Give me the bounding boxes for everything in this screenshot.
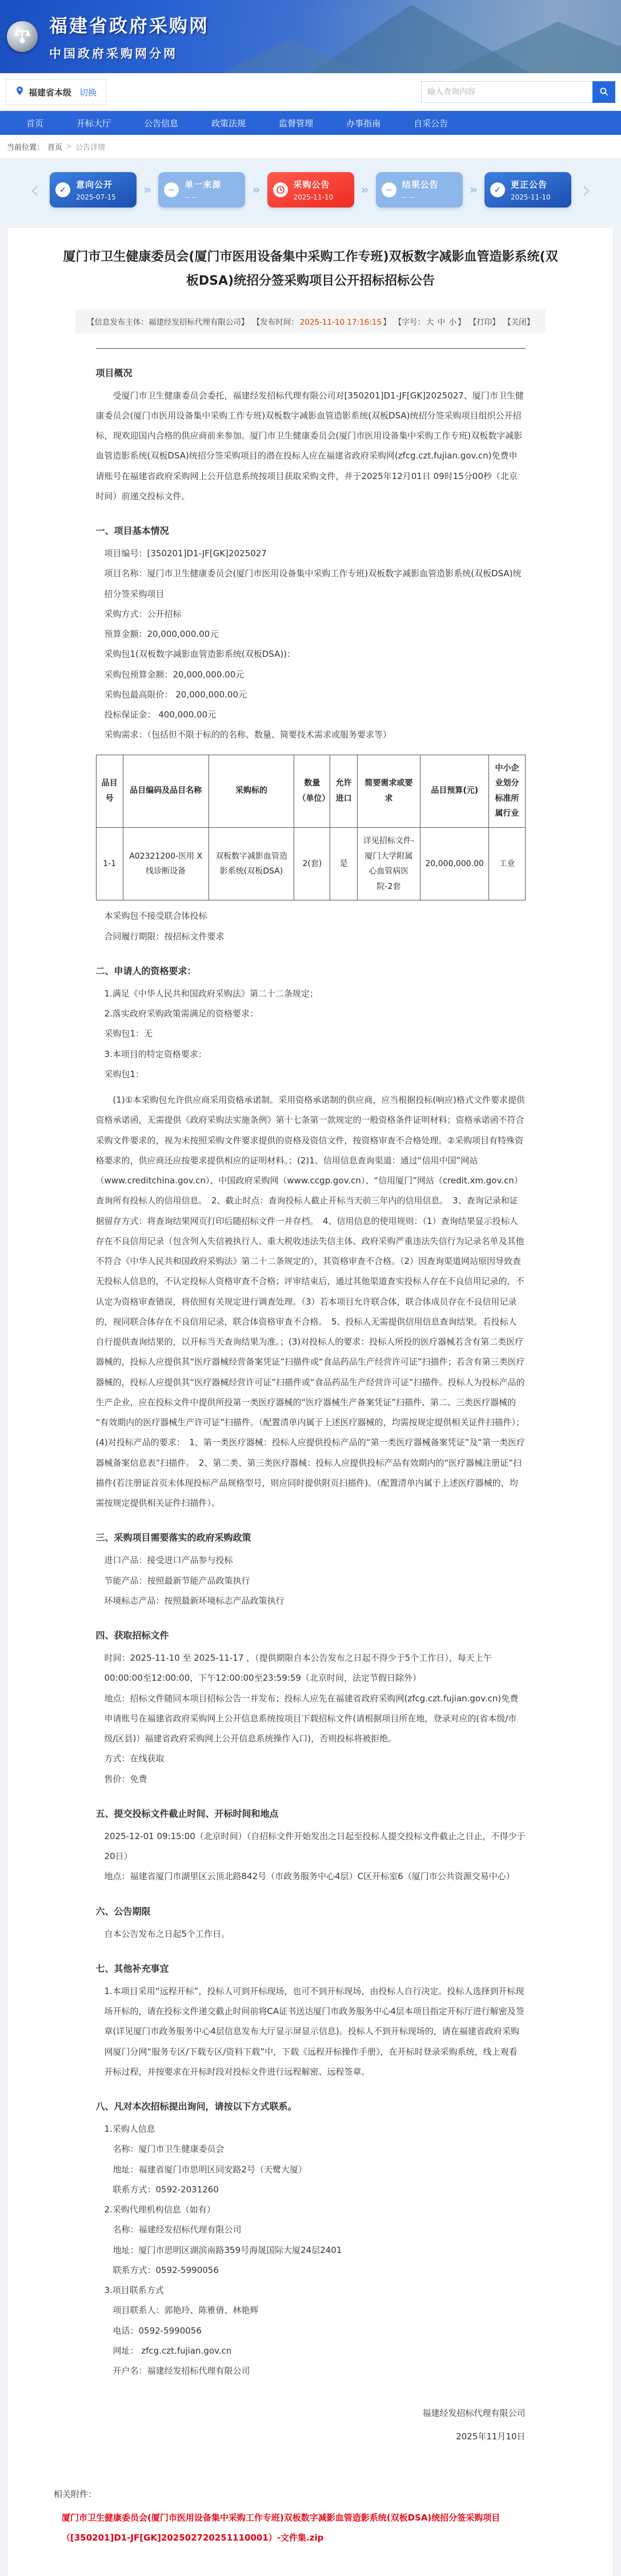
announcement-period: 自本公告发布之日起5个工作日。: [104, 1928, 230, 1939]
agency-name: 名称：福建经发招标代理有限公司: [113, 2224, 242, 2235]
purchaser-info-title: 1.采购人信息: [104, 2124, 155, 2135]
section7-heading: 七、其他补充事宜: [95, 1963, 169, 1974]
document-location: 地点：招标文件随同本项目招标公告一并发布；投标人应先在福建省政府采购网(zfcg.czt.fujian.gov.cn)免费申请账号在福建省政府采购网上公开信息系统按项目下载招标文件(请根据项目所在地，登录对应的(省本级/市级/区县)）福建省政府采购网上公开信息系统操作入口)，否则投标将被拒绝。: [104, 1693, 519, 1744]
procurement-demand: 采购需求：（包括但不限于标的的名称、数量、简要技术需求或服务要求等）: [104, 729, 392, 740]
section2-heading: 二、申请人的资格要求：: [95, 965, 197, 976]
purchaser-address: 地址：福建省厦门市思明区同安路2号（天鹭大厦）: [113, 2164, 307, 2175]
step-date: 2025-07-15: [76, 193, 116, 201]
announcement-card: [8, 228, 613, 2576]
check-icon: ✓: [55, 182, 70, 197]
mountain-decoration: [186, 39, 403, 73]
step-date: -- --: [185, 193, 197, 201]
step-label: 单一来源: [185, 180, 222, 190]
step-correction-announcement[interactable]: [484, 172, 571, 208]
font-size-large-button[interactable]: 大: [426, 317, 434, 327]
breadcrumb-separator-icon: >: [66, 142, 72, 151]
step-arrow-icon: »: [360, 182, 369, 197]
meta-publisher: 【信息发布主体：福建经发招标代理有限公司】: [86, 317, 249, 327]
step-arrow-icon: »: [469, 182, 478, 197]
nav-item-policies[interactable]: 政策法规: [211, 118, 246, 129]
search-button[interactable]: [592, 81, 615, 103]
attachments-section: [54, 2488, 567, 2547]
col-sme-industry: 中小企业划分标准所属行业: [489, 755, 525, 827]
cell-quantity: 2(套): [294, 827, 330, 900]
main-nav: [0, 111, 621, 135]
nav-item-announcements[interactable]: 公告信息: [144, 118, 179, 129]
cell-item-code-name: A02321200-医用 X 线诊断设备: [123, 827, 209, 900]
cell-item-budget: 20,000,000.00: [420, 827, 489, 900]
site-title-block: [49, 11, 209, 62]
contract-period-note: 合同履行期限：按招标文件要求: [104, 931, 225, 942]
divider: [96, 348, 526, 349]
agency-contact: 联系方式：0592-5990056: [113, 2264, 219, 2275]
breadcrumb-current: 公告详情: [75, 143, 105, 152]
search-icon: [599, 86, 609, 98]
bid-deadline: 2025-12-01 09:15:00（北京时间）（自招标文件开始发出之日起至投标人提交投标文件截止之日止，不得少于20日）: [104, 1831, 526, 1862]
scales-icon: [14, 27, 31, 46]
step-date: 2025-11-10: [510, 193, 551, 201]
site-subtitle: 中国政府采购网分网: [49, 47, 178, 61]
qualification-line: 1.满足《中华人民共和国政府采购法》第二十二条规定；: [104, 988, 318, 999]
project-contact-phone: 电话：0592-5990056: [113, 2325, 202, 2336]
print-button[interactable]: 【打印】: [468, 317, 500, 327]
step-single-source[interactable]: [158, 172, 245, 208]
minus-icon: −: [382, 182, 396, 197]
check-icon: ✓: [490, 182, 505, 197]
clock-icon: [273, 182, 288, 197]
step-label: 更正公告: [510, 180, 547, 190]
document-body: [96, 348, 526, 2449]
attachment-file-link[interactable]: 厦门市卫生健康委员会(厦门市医用设备集中采购工作专班)双板数字减影血管造影系统(双板DSA)统招分签采购项目（[350201]D1-JF[GK]202502720251110001）-文件集.zip: [62, 2513, 500, 2543]
budget-amount: 预算金额：20,000,000.00元: [104, 629, 219, 640]
nav-item-supervision[interactable]: 监督管理: [279, 118, 314, 129]
account-name: 开户名：福建经发招标代理有限公司: [113, 2366, 250, 2376]
project-contact-title: 3.项目联系方式: [104, 2285, 164, 2296]
cell-import-allowed: 是: [330, 827, 357, 900]
col-import-allowed: 允许进口: [330, 755, 357, 827]
meta-publish-time: 2025-11-10 17:16:15: [299, 317, 382, 327]
search-box: [421, 81, 615, 103]
table-header-row: [96, 755, 525, 827]
page-title: 厦门市卫生健康委员会(厦门市医用设备集中采购工作专班)双板数字减影血管造影系统(双板DSA)统招分签采购项目公开招标招标公告: [63, 250, 558, 288]
policy-import: 进口产品：接受进口产品参与投标: [104, 1555, 233, 1566]
region-name: 福建省本级: [29, 87, 72, 98]
project-contact-persons: 项目联系人：郭艳玲、陈雅倩、林艳辉: [113, 2305, 259, 2316]
bid-deposit: 投标保证金： 400,000.00元: [104, 709, 217, 720]
site-logo: [7, 21, 38, 52]
col-procurement-subject: 采购标的: [209, 755, 294, 827]
meta-time-close: 】: [383, 317, 391, 327]
section4-heading: 四、获取招标文件: [95, 1630, 169, 1641]
nav-item-guide[interactable]: 办事指南: [346, 118, 381, 129]
breadcrumb-prefix: 当前位置：: [7, 143, 45, 152]
cell-procurement-subject: 双板数字减影血管造影系统(双板DSA): [209, 827, 294, 900]
breadcrumb-home-link[interactable]: 首页: [47, 143, 63, 152]
section3-heading: 三、采购项目需要落实的政府采购政策: [95, 1532, 251, 1544]
project-website: 网址： zfcg.czt.fujian.gov.cn: [113, 2345, 232, 2356]
signature-block: [96, 2402, 526, 2448]
col-item-no: 品目号: [96, 755, 123, 827]
purchaser-contact: 联系方式：0592-2031260: [113, 2184, 219, 2195]
cell-brief-requirements: 详见招标文件-厦门大学附属心血管病医院-2套: [357, 827, 420, 900]
project-name: 项目名称：厦门市卫生健康委员会(厦门市医用设备集中采购工作专班)双板数字减影血管造影系统(双板DSA)统招分签采购项目: [104, 568, 522, 599]
section1-heading: 一、项目基本情况: [95, 525, 169, 537]
cell-item-no: 1-1: [96, 827, 123, 900]
step-date: 2025-11-10: [293, 193, 334, 201]
carousel-prev-icon[interactable]: ‹: [30, 176, 40, 204]
specific-qualification-paragraph: (1)①本采购包允许供应商采用资格承诺制。采用资格承诺制的供应商，应当根据投标(响应)格式文件要求提供资格承诺函，无需提供《政府采购法实施条例》第十七条第一款规定的一般资格条件证明材料；资格承诺函不符合采购文件要求的，视为未按照采购文件要求提供的资格及资信文件，按资格审查不合格处理。②采购项目有特殊资格要求的，供应商还应按要求提供相应的证明材料。；(2)1、信用信息查询渠道：通过“信用中国”网站（www.creditchina.gov.cn）、中国政府采购网（www.ccgp.gov.cn）、“信用厦门”网站（credit.xm.gov.cn）查询所有投标人的信用信息。 2、截止时点：查询投标人截止开标当天前三年内的信用信息。 3、查询记录和证据留存方式：将查询结果网页打印后随招标文件一并存档。 4、信用信息的使用规则：（1）查询结果显示投标人存在不良信用记录（包含列入失信被执行人、重大税收违法失信主体、政府采购严重违法失信行为记录名单及其他不符合《中华人民共和国政府采购法》第二十二条规定的），其资格审查不合格。（2）因查询渠道网站原因导致查无投标人信息的，不认定投标人资格审查不合格；评审结束后，通过其他渠道查实投标人存在不良信用记录的，不认定为资格审查错误，将依照有关规定进行调查处理。（3）若本项目允许联合体，联合体成员存在不良信用记录的，视同联合体存在不良信用记录，联合体资格审查不合格。 5、投标人无需提供信用信息查询结果。若投标人自行提供查询结果的，以开标当天查询结果为准。；(3)对投标人的要求：投标人所投的医疗器械若含有第二类医疗器械的，投标人应提供其“医疗器械经营备案凭证”扫描件或“食品药品生产经营许可证”扫描件；若含有第三类医疗器械的，投标人应提供其“医疗器械经营许可证”扫描件或“食品药品生产经营许可证”扫描件。投标人为投标产品的生产企业，应在投标文件中提供所投第一类医疗器械的“医疗器械生产备案凭证”扫描件、第二、三类医疗器械的“有效期内的医疗器械生产许可证”扫描件。（配置清单内属于上述医疗器械的，均需按规定提供相关证件扫描件）；(4)对投标产品的要求： 1、第一类医疗器械：投标人应提供投标产品的“第一类医疗器械备案凭证”及“第一类医疗器械备案信息表”扫描件。 2、第二类、第三类医疗器械：投标人应提供投标产品有效期内的“医疗器械注册证”扫描件(若注册证首页未体现投标产品规格型号，则应同时提供附页扫描件)。（配置清单内属于上述医疗器械的，均需按规定提供相关证件扫描件）。: [95, 1095, 526, 1509]
meta-time-label: 【发布时间：: [252, 317, 299, 327]
document-time: 时间：2025-11-10 至 2025-11-17 ，（提供期限自本公告发布之日起不得少于5个工作日），每天上午00:00:00至12:00:00，下午12:00:00至23:59:59（北京时间，法定节假日除外）: [104, 1653, 492, 1684]
col-brief-requirements: 简要需求或要求: [357, 755, 420, 827]
meta-fontsize-close: 】: [457, 317, 466, 327]
package-1: 采购包1(双板数字减影血管造影系统(双板DSA))：: [104, 649, 296, 660]
carousel-next-icon[interactable]: ›: [581, 176, 591, 204]
col-quantity: 数量（单位）: [294, 755, 330, 827]
items-table: [96, 755, 526, 901]
document-method: 方式：在线获取: [104, 1753, 165, 1764]
qualification-line: 2.落实政府采购政策需满足的资格要求：: [104, 1008, 258, 1019]
attachments-label: 相关附件：: [54, 2489, 97, 2500]
qualification-line: 采购包1：: [104, 1068, 145, 1079]
close-button[interactable]: 【关闭】: [503, 317, 535, 327]
col-item-code-name: 品目编码及品目名称: [123, 755, 209, 827]
step-label: 结果公告: [402, 180, 439, 190]
minus-icon: −: [164, 182, 179, 197]
no-consortium-note: 本采购包不接受联合体投标: [104, 911, 207, 922]
table-row: [96, 827, 525, 900]
nav-item-home[interactable]: 首页: [26, 118, 44, 129]
document-price: 售价：免费: [104, 1773, 147, 1784]
search-input[interactable]: [421, 81, 592, 103]
site-header: [0, 0, 621, 73]
procurement-method: 采购方式：公开招标: [104, 608, 182, 619]
policy-energy-saving: 节能产品：按照最新节能产品政策执行: [104, 1575, 250, 1586]
site-title: 福建省政府采购网: [49, 15, 210, 37]
step-arrow-icon: »: [143, 182, 152, 197]
cell-sme-industry: 工业: [489, 827, 525, 900]
meta-bar: [75, 309, 546, 333]
col-item-budget: 品目预算(元): [420, 755, 489, 827]
region-switch-link[interactable]: 切换: [79, 87, 97, 98]
location-pin-icon: [15, 86, 24, 98]
nav-item-bid-hall[interactable]: 开标大厅: [77, 118, 111, 129]
bid-opening-location: 地点：福建省厦门市湖里区云顶北路842号（市政务服务中心4层）C区开标室6（厦门市公共资源交易中心）: [104, 1871, 515, 1882]
policy-environmental: 环境标志产品：按照最新环境标志产品政策执行: [104, 1595, 285, 1606]
font-size-small-button[interactable]: 小: [448, 317, 456, 327]
step-arrow-icon: »: [252, 182, 261, 197]
step-result-announcement[interactable]: [376, 172, 463, 208]
agency-address: 地址：厦门市思明区湖滨南路359号海晟国际大厦24层2401: [113, 2244, 342, 2255]
section8-heading: 八、凡对本次招标提出询问，请按以下方式联系。: [95, 2101, 297, 2112]
signature-date: 2025年11月10日: [456, 2431, 526, 2442]
package-price-cap: 采购包最高限价： 20,000,000.00元: [104, 689, 247, 700]
package-budget: 采购包预算金额：20,000,000.00元: [104, 669, 245, 680]
announcement-steps: [0, 158, 621, 225]
supplementary-paragraph: 1.本项目采用“远程开标”，投标人可到开标现场，也可不到开标现场，由投标人自行决定。投标人选择到开标现场开标的，请在投标文件递交截止时间前将CA证书送达厦门市政务服务中心4层本项目指定开标厅进行解密及签章(详见厦门市政务服务中心4层信息发布大厅显示屏显示信息)。投标人不到开标现场的，请在福建省政府采购网厦门分网“服务专区/下载专区/资料下载”中，下载《远程开标操作手册》，在开标时登录采购系统，线上观看开标过程，并按要求在开标时段对投标文件进行远程解密、远程签章。: [104, 1985, 524, 2077]
step-intention-publicity[interactable]: [50, 172, 137, 208]
agency-info-title: 2.采购代理机构信息（如有）: [104, 2204, 215, 2215]
step-label: 意向公开: [76, 180, 113, 190]
meta-fontsize-label: 【字号：: [394, 317, 425, 327]
overview-heading: 项目概况: [95, 367, 133, 378]
utility-bar: [0, 73, 621, 111]
section6-heading: 六、公告期限: [95, 1905, 151, 1917]
font-size-medium-button[interactable]: 中: [437, 317, 446, 327]
step-label: 采购公告: [293, 180, 330, 190]
section5-heading: 五、提交投标文件截止时间、开标时间和地点: [95, 1808, 279, 1819]
step-date: -- --: [402, 193, 414, 201]
breadcrumb: [0, 135, 621, 158]
mountain-decoration: [410, 22, 621, 73]
region-selector[interactable]: [6, 79, 106, 105]
project-number: 项目编号：[350201]D1-JF[GK]2025027: [104, 548, 267, 559]
step-procurement-announcement[interactable]: [267, 172, 354, 208]
signature-company: 福建经发招标代理有限公司: [422, 2408, 526, 2419]
qualification-line: 采购包1：无: [104, 1028, 153, 1039]
nav-item-self-procurement[interactable]: 自采公告: [414, 118, 448, 129]
purchaser-name: 名称：厦门市卫生健康委员会: [113, 2144, 225, 2155]
overview-paragraph: 受厦门市卫生健康委员会委托，福建经发招标代理有限公司对[350201]D1-JF[GK]2025027、厦门市卫生健康委员会(厦门市医用设备集中采购工作专班)双板数字减影血管造影系统(双板DSA)统招分签采购项目组织公开招标，现欢迎国内合格的供应商前来参加。厦门市卫生健康委员会(厦门市医用设备集中采购工作专班)双板数字减影血管造影系统(双板DSA)统招分签采购项目的潜在投标人应在福建省政府采购网(zfcg.czt.fujian.gov.cn)免费申请账号在福建省政府采购网上公开信息系统按项目获取采购文件，并于2025年12月01日 09时15分00秒（北京时间）前递交投标文件。: [95, 390, 524, 501]
qualification-line: 3.本项目的特定资格要求：: [104, 1048, 207, 1059]
